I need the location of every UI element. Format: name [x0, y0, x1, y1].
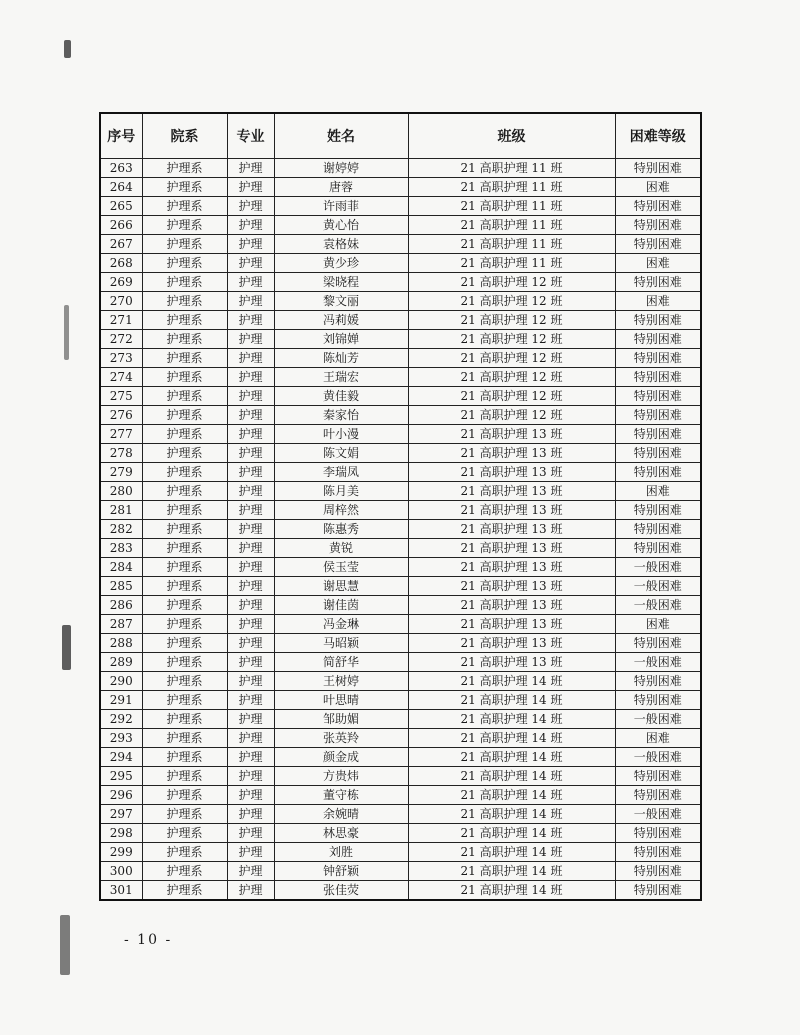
cell-name: 黄锐	[274, 539, 408, 558]
header-difficulty-level: 困难等级	[615, 113, 701, 159]
cell-name: 钟舒颖	[274, 862, 408, 881]
cell-department: 护理系	[142, 653, 227, 672]
table-row	[100, 273, 701, 292]
cell-class: 21 高职护理 12 班	[408, 368, 615, 387]
table-row	[100, 368, 701, 387]
cell-difficulty-level: 困难	[615, 482, 701, 501]
table-header-row	[100, 113, 701, 159]
cell-difficulty-level: 特别困难	[615, 235, 701, 254]
cell-name: 余婉晴	[274, 805, 408, 824]
table-row	[100, 767, 701, 786]
cell-serial: 277	[100, 425, 142, 444]
cell-major: 护理	[227, 425, 274, 444]
cell-serial: 289	[100, 653, 142, 672]
cell-difficulty-level: 特别困难	[615, 824, 701, 843]
cell-class: 21 高职护理 13 班	[408, 444, 615, 463]
cell-difficulty-level: 一般困难	[615, 748, 701, 767]
header-class: 班级	[408, 113, 615, 159]
cell-serial: 265	[100, 197, 142, 216]
cell-serial: 301	[100, 881, 142, 901]
cell-serial: 286	[100, 596, 142, 615]
cell-class: 21 高职护理 11 班	[408, 254, 615, 273]
cell-major: 护理	[227, 254, 274, 273]
cell-department: 护理系	[142, 539, 227, 558]
table-row	[100, 691, 701, 710]
cell-name: 谢思慧	[274, 577, 408, 596]
cell-name: 陈文娟	[274, 444, 408, 463]
cell-department: 护理系	[142, 501, 227, 520]
cell-department: 护理系	[142, 406, 227, 425]
cell-department: 护理系	[142, 444, 227, 463]
table-row	[100, 786, 701, 805]
cell-class: 21 高职护理 12 班	[408, 349, 615, 368]
cell-department: 护理系	[142, 596, 227, 615]
table-row	[100, 710, 701, 729]
cell-major: 护理	[227, 824, 274, 843]
cell-class: 21 高职护理 13 班	[408, 634, 615, 653]
cell-serial: 275	[100, 387, 142, 406]
cell-serial: 294	[100, 748, 142, 767]
table-row	[100, 520, 701, 539]
table-row	[100, 596, 701, 615]
cell-difficulty-level: 特别困难	[615, 311, 701, 330]
cell-difficulty-level: 一般困难	[615, 558, 701, 577]
cell-department: 护理系	[142, 729, 227, 748]
cell-major: 护理	[227, 292, 274, 311]
scan-smudge	[64, 305, 69, 360]
header-serial: 序号	[100, 113, 142, 159]
table-row	[100, 881, 701, 901]
cell-class: 21 高职护理 13 班	[408, 482, 615, 501]
cell-serial: 295	[100, 767, 142, 786]
cell-serial: 279	[100, 463, 142, 482]
cell-class: 21 高职护理 14 班	[408, 881, 615, 901]
cell-name: 黄佳毅	[274, 387, 408, 406]
cell-department: 护理系	[142, 292, 227, 311]
table-row	[100, 425, 701, 444]
cell-difficulty-level: 特别困难	[615, 786, 701, 805]
cell-difficulty-level: 特别困难	[615, 444, 701, 463]
cell-difficulty-level: 困难	[615, 729, 701, 748]
table-row	[100, 349, 701, 368]
cell-major: 护理	[227, 387, 274, 406]
cell-serial: 285	[100, 577, 142, 596]
cell-name: 颜金成	[274, 748, 408, 767]
cell-department: 护理系	[142, 330, 227, 349]
cell-department: 护理系	[142, 805, 227, 824]
cell-class: 21 高职护理 14 班	[408, 710, 615, 729]
header-department: 院系	[142, 113, 227, 159]
table-row	[100, 330, 701, 349]
cell-class: 21 高职护理 11 班	[408, 216, 615, 235]
cell-department: 护理系	[142, 824, 227, 843]
cell-serial: 263	[100, 159, 142, 178]
cell-department: 护理系	[142, 691, 227, 710]
cell-major: 护理	[227, 159, 274, 178]
cell-name: 刘锦婵	[274, 330, 408, 349]
cell-department: 护理系	[142, 311, 227, 330]
cell-name: 简舒华	[274, 653, 408, 672]
cell-difficulty-level: 特别困难	[615, 862, 701, 881]
table-row	[100, 178, 701, 197]
cell-major: 护理	[227, 197, 274, 216]
cell-department: 护理系	[142, 349, 227, 368]
cell-difficulty-level: 特别困难	[615, 387, 701, 406]
cell-difficulty-level: 困难	[615, 292, 701, 311]
cell-department: 护理系	[142, 387, 227, 406]
cell-serial: 293	[100, 729, 142, 748]
cell-department: 护理系	[142, 197, 227, 216]
cell-department: 护理系	[142, 482, 227, 501]
cell-major: 护理	[227, 672, 274, 691]
cell-class: 21 高职护理 14 班	[408, 691, 615, 710]
cell-serial: 281	[100, 501, 142, 520]
cell-major: 护理	[227, 520, 274, 539]
cell-major: 护理	[227, 558, 274, 577]
cell-class: 21 高职护理 12 班	[408, 311, 615, 330]
table-row	[100, 254, 701, 273]
cell-major: 护理	[227, 406, 274, 425]
cell-name: 梁晓程	[274, 273, 408, 292]
cell-name: 黄少珍	[274, 254, 408, 273]
cell-major: 护理	[227, 273, 274, 292]
cell-class: 21 高职护理 12 班	[408, 387, 615, 406]
table-row	[100, 235, 701, 254]
cell-serial: 288	[100, 634, 142, 653]
cell-department: 护理系	[142, 368, 227, 387]
cell-difficulty-level: 困难	[615, 615, 701, 634]
table-row	[100, 672, 701, 691]
table-row	[100, 729, 701, 748]
cell-serial: 290	[100, 672, 142, 691]
cell-serial: 271	[100, 311, 142, 330]
cell-department: 护理系	[142, 615, 227, 634]
table-row	[100, 406, 701, 425]
cell-name: 秦家怡	[274, 406, 408, 425]
table-row	[100, 748, 701, 767]
cell-name: 邹助媚	[274, 710, 408, 729]
cell-department: 护理系	[142, 159, 227, 178]
table-row	[100, 615, 701, 634]
cell-major: 护理	[227, 178, 274, 197]
cell-name: 叶思晴	[274, 691, 408, 710]
cell-name: 冯莉媛	[274, 311, 408, 330]
page-number: - 10 -	[124, 932, 173, 948]
cell-name: 王树婷	[274, 672, 408, 691]
cell-name: 唐蓉	[274, 178, 408, 197]
cell-serial: 274	[100, 368, 142, 387]
cell-serial: 264	[100, 178, 142, 197]
table-row	[100, 577, 701, 596]
cell-class: 21 高职护理 11 班	[408, 235, 615, 254]
cell-serial: 283	[100, 539, 142, 558]
cell-department: 护理系	[142, 425, 227, 444]
cell-department: 护理系	[142, 235, 227, 254]
header-major: 专业	[227, 113, 274, 159]
cell-class: 21 高职护理 13 班	[408, 501, 615, 520]
cell-name: 袁格妹	[274, 235, 408, 254]
cell-department: 护理系	[142, 463, 227, 482]
cell-major: 护理	[227, 634, 274, 653]
table-row	[100, 159, 701, 178]
cell-name: 刘胜	[274, 843, 408, 862]
cell-major: 护理	[227, 311, 274, 330]
cell-name: 马昭颖	[274, 634, 408, 653]
cell-class: 21 高职护理 14 班	[408, 729, 615, 748]
table-row	[100, 216, 701, 235]
cell-serial: 269	[100, 273, 142, 292]
cell-major: 护理	[227, 482, 274, 501]
cell-serial: 268	[100, 254, 142, 273]
cell-class: 21 高职护理 14 班	[408, 748, 615, 767]
cell-serial: 297	[100, 805, 142, 824]
cell-class: 21 高职护理 12 班	[408, 273, 615, 292]
cell-difficulty-level: 一般困难	[615, 577, 701, 596]
cell-class: 21 高职护理 14 班	[408, 843, 615, 862]
cell-class: 21 高职护理 14 班	[408, 805, 615, 824]
cell-difficulty-level: 特别困难	[615, 463, 701, 482]
cell-name: 叶小漫	[274, 425, 408, 444]
cell-difficulty-level: 特别困难	[615, 368, 701, 387]
cell-major: 护理	[227, 216, 274, 235]
cell-major: 护理	[227, 368, 274, 387]
cell-serial: 276	[100, 406, 142, 425]
cell-class: 21 高职护理 14 班	[408, 672, 615, 691]
cell-class: 21 高职护理 13 班	[408, 596, 615, 615]
cell-class: 21 高职护理 13 班	[408, 577, 615, 596]
cell-major: 护理	[227, 444, 274, 463]
scan-smudge	[64, 40, 71, 58]
cell-department: 护理系	[142, 843, 227, 862]
cell-major: 护理	[227, 330, 274, 349]
student-table	[99, 112, 702, 901]
table-row	[100, 444, 701, 463]
cell-class: 21 高职护理 14 班	[408, 786, 615, 805]
cell-department: 护理系	[142, 254, 227, 273]
cell-difficulty-level: 特别困难	[615, 159, 701, 178]
cell-serial: 280	[100, 482, 142, 501]
table-row	[100, 501, 701, 520]
scan-smudge	[60, 915, 70, 975]
cell-difficulty-level: 特别困难	[615, 349, 701, 368]
scan-smudge	[62, 625, 71, 670]
cell-class: 21 高职护理 14 班	[408, 862, 615, 881]
cell-difficulty-level: 一般困难	[615, 805, 701, 824]
cell-department: 护理系	[142, 786, 227, 805]
cell-serial: 287	[100, 615, 142, 634]
cell-serial: 291	[100, 691, 142, 710]
cell-class: 21 高职护理 14 班	[408, 824, 615, 843]
cell-major: 护理	[227, 653, 274, 672]
cell-class: 21 高职护理 12 班	[408, 406, 615, 425]
table-row	[100, 634, 701, 653]
cell-difficulty-level: 特别困难	[615, 881, 701, 901]
cell-major: 护理	[227, 615, 274, 634]
cell-name: 黎文丽	[274, 292, 408, 311]
cell-class: 21 高职护理 12 班	[408, 292, 615, 311]
cell-major: 护理	[227, 577, 274, 596]
cell-serial: 272	[100, 330, 142, 349]
cell-major: 护理	[227, 767, 274, 786]
cell-serial: 292	[100, 710, 142, 729]
header-name: 姓名	[274, 113, 408, 159]
cell-name: 侯玉莹	[274, 558, 408, 577]
cell-major: 护理	[227, 862, 274, 881]
table-row	[100, 292, 701, 311]
table-row	[100, 824, 701, 843]
cell-class: 21 高职护理 14 班	[408, 767, 615, 786]
cell-department: 护理系	[142, 273, 227, 292]
table-row	[100, 653, 701, 672]
cell-major: 护理	[227, 596, 274, 615]
cell-serial: 284	[100, 558, 142, 577]
cell-name: 李瑞凤	[274, 463, 408, 482]
cell-department: 护理系	[142, 634, 227, 653]
cell-class: 21 高职护理 13 班	[408, 653, 615, 672]
cell-name: 谢婷婷	[274, 159, 408, 178]
cell-name: 张英羚	[274, 729, 408, 748]
cell-difficulty-level: 特别困难	[615, 406, 701, 425]
cell-name: 王瑞宏	[274, 368, 408, 387]
cell-difficulty-level: 特别困难	[615, 539, 701, 558]
cell-department: 护理系	[142, 178, 227, 197]
cell-class: 21 高职护理 11 班	[408, 178, 615, 197]
cell-difficulty-level: 特别困难	[615, 691, 701, 710]
cell-difficulty-level: 困难	[615, 178, 701, 197]
cell-class: 21 高职护理 11 班	[408, 159, 615, 178]
table-row	[100, 539, 701, 558]
cell-serial: 299	[100, 843, 142, 862]
cell-serial: 296	[100, 786, 142, 805]
cell-department: 护理系	[142, 862, 227, 881]
cell-name: 董守栋	[274, 786, 408, 805]
cell-serial: 270	[100, 292, 142, 311]
cell-major: 护理	[227, 691, 274, 710]
cell-serial: 267	[100, 235, 142, 254]
cell-name: 张佳荧	[274, 881, 408, 901]
cell-class: 21 高职护理 13 班	[408, 558, 615, 577]
cell-department: 护理系	[142, 710, 227, 729]
cell-name: 黄心怡	[274, 216, 408, 235]
cell-class: 21 高职护理 13 班	[408, 520, 615, 539]
cell-serial: 266	[100, 216, 142, 235]
table-row	[100, 862, 701, 881]
cell-major: 护理	[227, 349, 274, 368]
cell-name: 陈月美	[274, 482, 408, 501]
cell-department: 护理系	[142, 881, 227, 901]
table-row	[100, 387, 701, 406]
cell-class: 21 高职护理 13 班	[408, 425, 615, 444]
cell-difficulty-level: 特别困难	[615, 520, 701, 539]
cell-name: 周梓然	[274, 501, 408, 520]
cell-name: 陈灿芳	[274, 349, 408, 368]
cell-class: 21 高职护理 13 班	[408, 615, 615, 634]
cell-serial: 300	[100, 862, 142, 881]
cell-difficulty-level: 特别困难	[615, 634, 701, 653]
table-row	[100, 843, 701, 862]
cell-name: 林思豪	[274, 824, 408, 843]
cell-difficulty-level: 一般困难	[615, 710, 701, 729]
cell-department: 护理系	[142, 558, 227, 577]
cell-difficulty-level: 特别困难	[615, 216, 701, 235]
cell-difficulty-level: 一般困难	[615, 596, 701, 615]
cell-difficulty-level: 特别困难	[615, 843, 701, 862]
cell-major: 护理	[227, 710, 274, 729]
cell-major: 护理	[227, 786, 274, 805]
cell-major: 护理	[227, 463, 274, 482]
cell-name: 冯金琳	[274, 615, 408, 634]
cell-serial: 278	[100, 444, 142, 463]
cell-difficulty-level: 特别困难	[615, 501, 701, 520]
table-row	[100, 463, 701, 482]
cell-class: 21 高职护理 13 班	[408, 539, 615, 558]
cell-class: 21 高职护理 13 班	[408, 463, 615, 482]
cell-difficulty-level: 特别困难	[615, 767, 701, 786]
cell-department: 护理系	[142, 577, 227, 596]
cell-name: 陈惠秀	[274, 520, 408, 539]
table-row	[100, 558, 701, 577]
cell-department: 护理系	[142, 672, 227, 691]
cell-major: 护理	[227, 729, 274, 748]
cell-difficulty-level: 特别困难	[615, 330, 701, 349]
cell-difficulty-level: 特别困难	[615, 425, 701, 444]
cell-serial: 282	[100, 520, 142, 539]
cell-difficulty-level: 特别困难	[615, 197, 701, 216]
cell-major: 护理	[227, 748, 274, 767]
cell-serial: 273	[100, 349, 142, 368]
table-row	[100, 805, 701, 824]
cell-name: 方贵炜	[274, 767, 408, 786]
cell-major: 护理	[227, 539, 274, 558]
cell-department: 护理系	[142, 748, 227, 767]
cell-department: 护理系	[142, 767, 227, 786]
cell-major: 护理	[227, 235, 274, 254]
cell-class: 21 高职护理 12 班	[408, 330, 615, 349]
table-row	[100, 197, 701, 216]
cell-department: 护理系	[142, 520, 227, 539]
cell-major: 护理	[227, 843, 274, 862]
cell-major: 护理	[227, 881, 274, 901]
cell-major: 护理	[227, 501, 274, 520]
cell-serial: 298	[100, 824, 142, 843]
cell-difficulty-level: 困难	[615, 254, 701, 273]
cell-department: 护理系	[142, 216, 227, 235]
table-row	[100, 311, 701, 330]
cell-name: 许雨菲	[274, 197, 408, 216]
cell-class: 21 高职护理 11 班	[408, 197, 615, 216]
table-body	[100, 159, 701, 901]
cell-difficulty-level: 特别困难	[615, 273, 701, 292]
cell-difficulty-level: 一般困难	[615, 653, 701, 672]
cell-major: 护理	[227, 805, 274, 824]
cell-difficulty-level: 特别困难	[615, 672, 701, 691]
table-row	[100, 482, 701, 501]
cell-name: 谢佳茵	[274, 596, 408, 615]
